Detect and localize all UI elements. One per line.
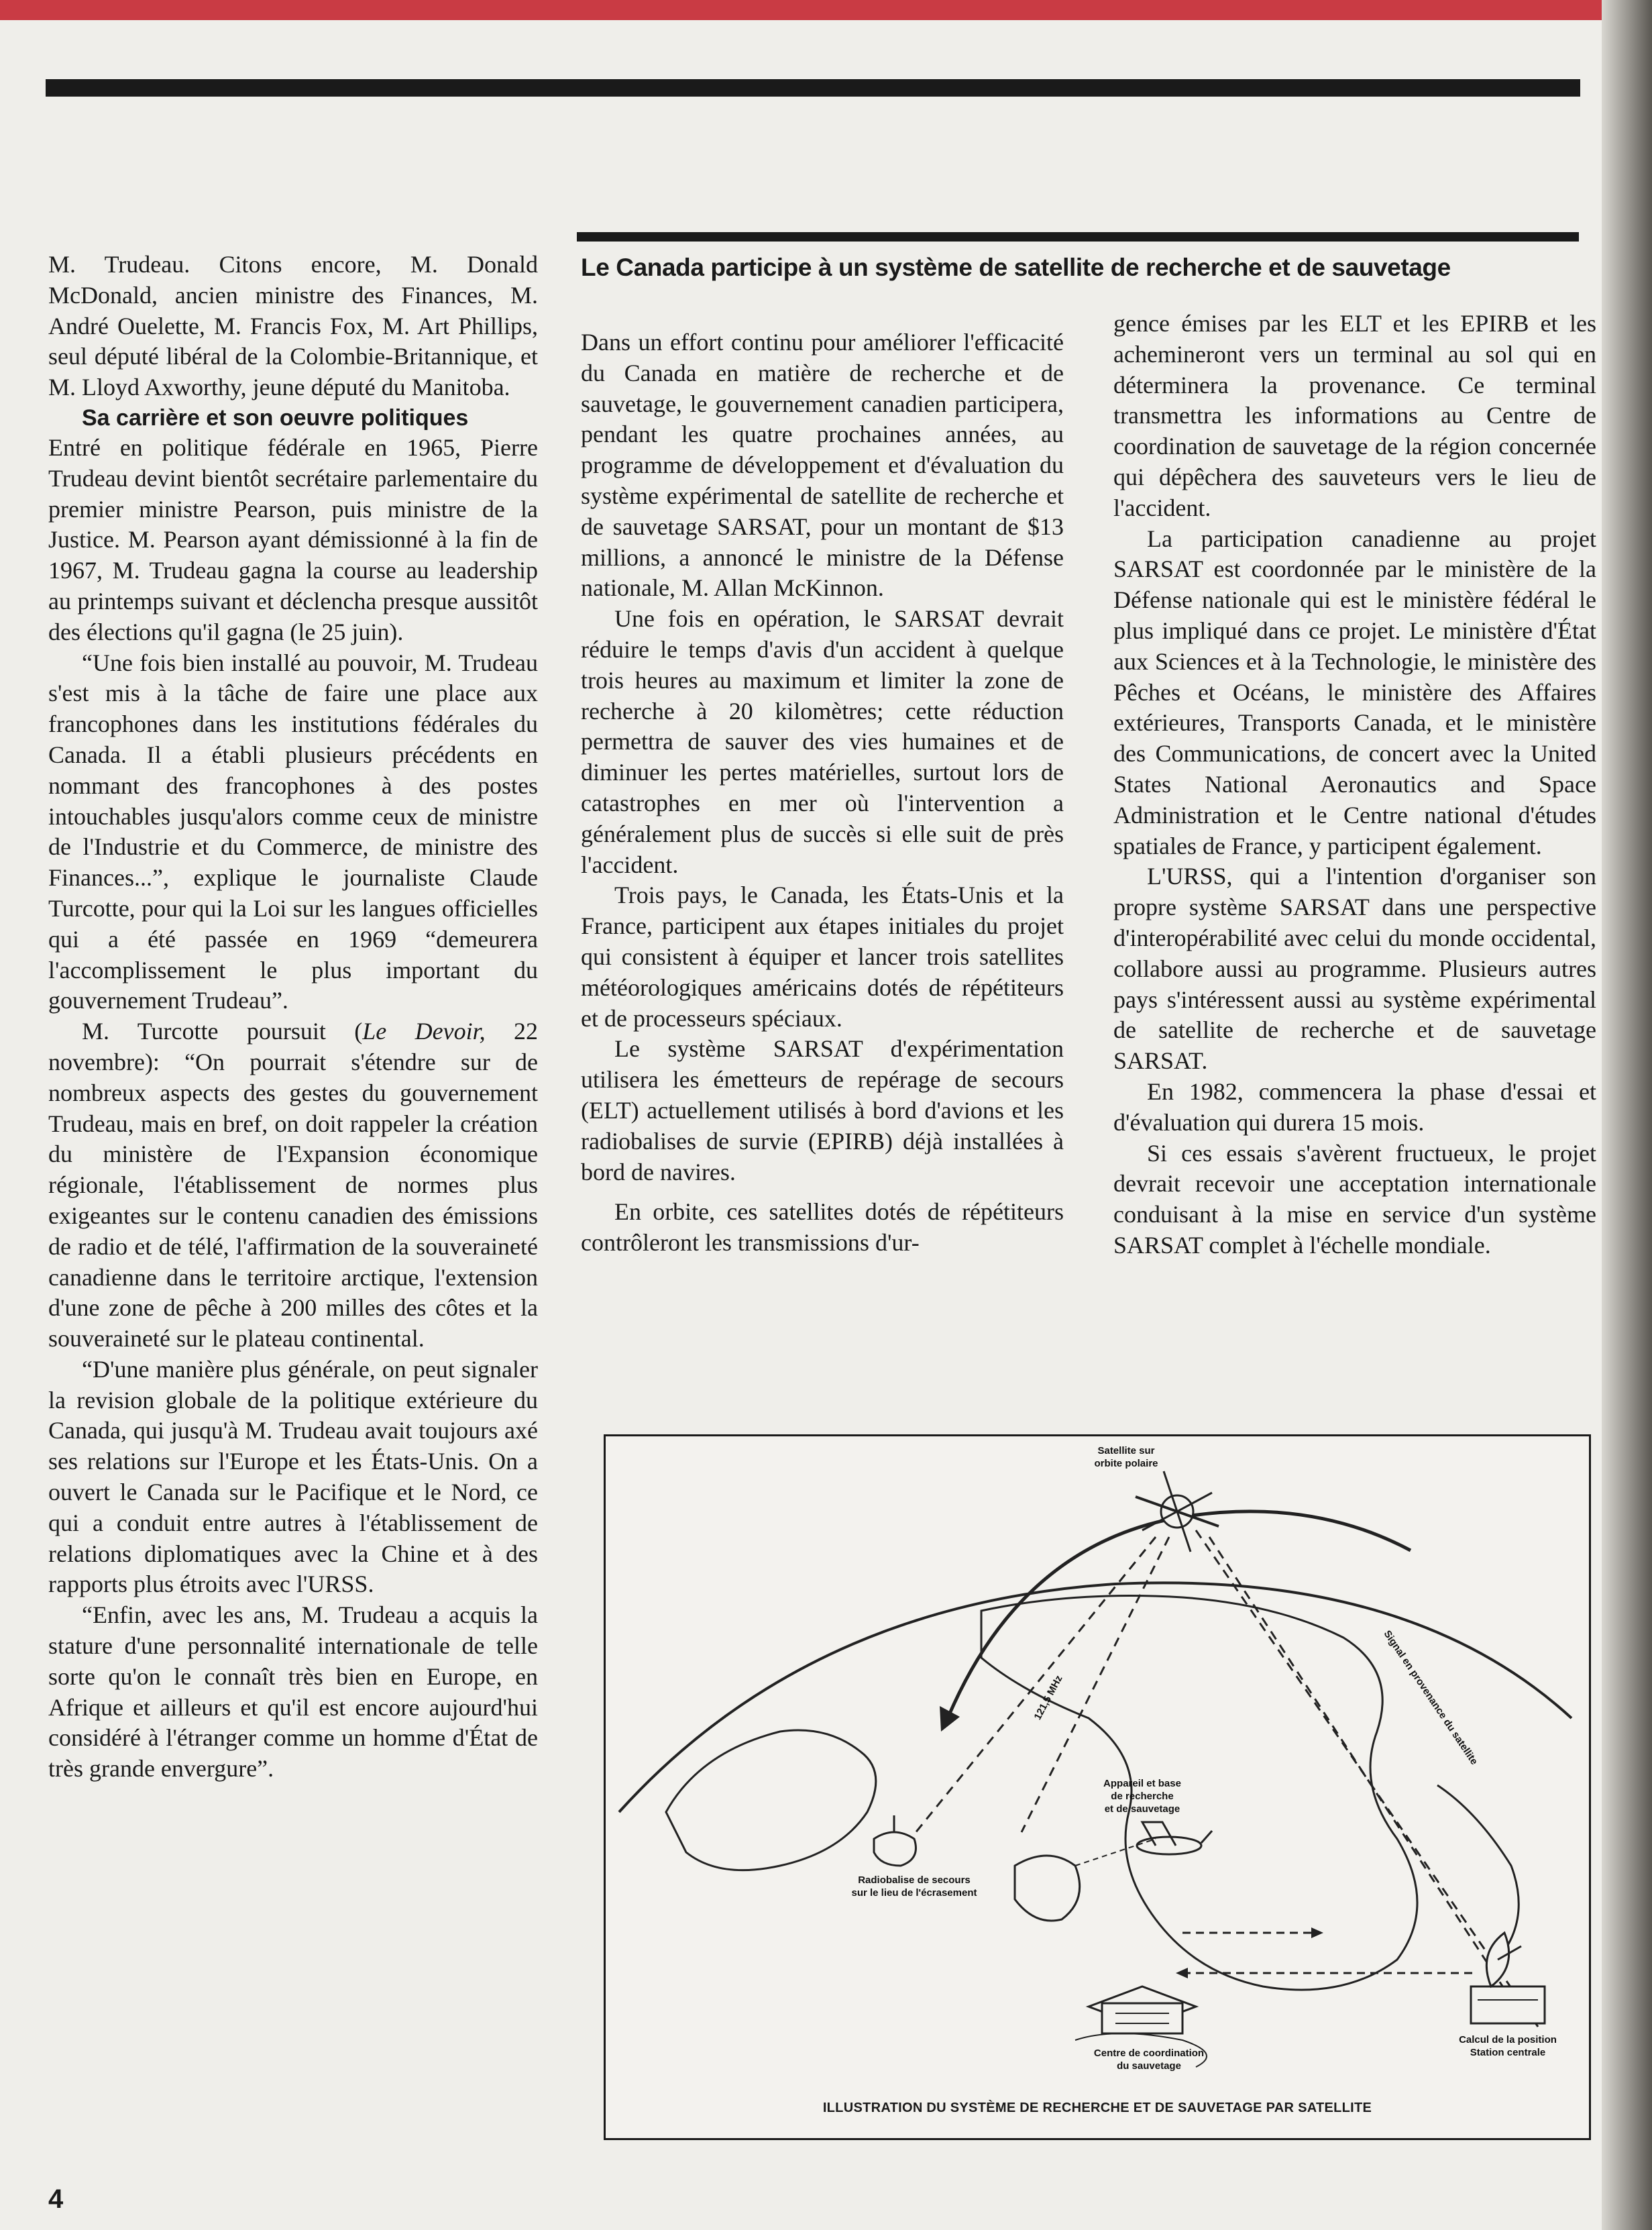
left-paragraph-4-rest: 22 novembre): “On pourrait s'étendre sur de nombreux aspects des gestes du gouvernement Trudeau, mais en bref, on doit rappeler la création du ministère de l'Expansion économique régionale, l'établissement de normes plus exigeantes sur le contenu canadien des émissions de radio et de télé, l'affirmation de la souveraineté canadienne dans le territoire arctique, l'extension d'une zone de pêche à 200 milles des côtes et la souveraineté sur le plateau continental.	[48, 1018, 538, 1352]
middle-paragraph-5: En orbite, ces satellites dotés de répétiteurs contrôleront les transmissions d'ur-	[581, 1198, 1064, 1257]
left-paragraph-3: “Une fois bien installé au pouvoir, M. Trudeau s'est mis à la tâche de faire une place aux francophones dans les institutions fédérales du Canada. Il a établi plusieurs précédents en nommant des francophones à des postes intouchables jusqu'alors comme ceux de ministre de l'Industrie et du Commerce, de ministre des Finances...”, explique le journaliste Claude Turcotte, pour qui la Loi sur les langues officielles qui a été passée en 1969 “demeurera l'accomplissement le plus important du gouvernement Trudeau”.	[48, 649, 538, 1014]
aircraft-icon	[1137, 1822, 1212, 1854]
ground-link-arrowhead	[1176, 1968, 1188, 1978]
coordination-centre-label-line-1: Centre de coordination	[1093, 2048, 1205, 2059]
central-station-label	[1437, 2033, 1578, 2059]
sarsat-illustration	[604, 1434, 1591, 2140]
left-paragraph-5: “D'une manière plus générale, on peut signaler la revision globale de la politique extérieure du Canada, qui jusqu'à M. Trudeau avait toujours axé ses relations sur l'Europe et les États-Unis. On a ouvert le Canada sur le Pacifique et le Nord, ce qui a conduit entre autres à l'établissement de relations diplomatiques avec la Chine et à des rapports plus étroits avec l'URSS.	[48, 1355, 538, 1598]
article-header-rule	[577, 232, 1579, 242]
article-headline: Le Canada participe à un système de satellite de recherche et de sauvetage	[581, 254, 1451, 281]
satellite-signal-label: Signal en provenance du satellite	[1381, 1628, 1480, 1767]
left-article-column	[48, 250, 538, 1785]
left-paragraph-1: M. Trudeau. Citons encore, M. Donald McDonald, ancien ministre des Finances, M. André Ouelette, M. Francis Fox, M. Art Phillips, seul député libéral de la Colombie-Britannique, et M. Lloyd Axworthy, jeune député du Manitoba.	[48, 251, 538, 401]
right-article-column	[1113, 309, 1596, 1261]
satellite-label	[1059, 1444, 1193, 1470]
satellite-label-line-1: Satellite sur	[1097, 1445, 1155, 1456]
central-station-label-line-1: Calcul de la position	[1459, 2034, 1557, 2046]
top-color-strip	[0, 0, 1652, 20]
beacon-label	[834, 1874, 995, 1899]
right-paragraph-3: L'URSS, qui a l'intention d'organiser son propre système SARSAT dans une perspective d'interopérabilité avec celui du monde occidental, collabore aussi au programme. Plusieurs autres pays s'intéressent aussi au système expérimental de satellite de recherche et de sauvetage SARSAT.	[1113, 863, 1596, 1075]
middle-paragraph-4: Le système SARSAT d'expérimentation utilisera les émetteurs de repérage de secours (ELT) actuellement utilisés à bord d'avions et les radiobalises de survie (EPIRB) déjà installées à bord de navires.	[581, 1035, 1064, 1185]
aircraft-label-line-3: et de sauvetage	[1104, 1803, 1180, 1815]
left-paragraph-4-start: M. Turcotte poursuit (	[82, 1018, 363, 1045]
coordination-centre-label	[1075, 2047, 1223, 2072]
section-subhead: Sa carrière et son oeuvre politiques	[82, 405, 469, 431]
satellite-label-line-2: orbite polaire	[1094, 1458, 1158, 1469]
right-paragraph-2: La participation canadienne au projet SARSAT est coordonnée par le ministère de la Défense nationale qui est le ministère fédéral le plus impliqué dans ce projet. Le ministère d'État aux Sciences et à la Technologie, le ministère des Pêches et Océans, le ministère des Affaires extérieures, Transports Canada, et le ministère des Communications, de concert avec la United States National Aeronautics and Space Administration et le Centre national d'études spatiales de France, y participent également.	[1113, 525, 1596, 859]
frequency-label: 121,5 MHz	[1032, 1673, 1065, 1722]
aircraft-label-line-2: de recherche	[1111, 1791, 1174, 1802]
coordination-centre-label-line-2: du sauvetage	[1117, 2060, 1181, 2072]
right-paragraph-4: En 1982, commencera la phase d'essai et d'évaluation qui durera 15 mois.	[1113, 1077, 1596, 1136]
beacon-label-line-2: sur le lieu de l'écrasement	[851, 1887, 977, 1899]
page-number: 4	[48, 2184, 64, 2214]
middle-paragraph-3: Trois pays, le Canada, les États-Unis et la France, participent aux étapes initiales du projet qui consistent à équiper et lancer trois satellites météorologiques américains dotés de répétiteurs et de processeurs spéciaux.	[581, 882, 1064, 1032]
right-paragraph-5: Si ces essais s'avèrent fructueux, le projet devrait recevoir une acceptation internationale conduisant à la mise en service d'un système SARSAT complet à l'échelle mondiale.	[1113, 1139, 1596, 1259]
central-station-label-line-2: Station centrale	[1470, 2047, 1546, 2058]
beacon-label-line-1: Radiobalise de secours	[858, 1874, 971, 1886]
right-paragraph-1: gence émises par les ELT et les EPIRB et les achemineront vers un terminal au sol qui en déterminera la provenance. Ce terminal transmettra les informations au Centre de coordination de sauvetage de la région concernée qui dépêchera des sauveteurs vers le lieu de l'accident.	[1113, 310, 1596, 521]
landmass-island	[1015, 1856, 1080, 1921]
left-paragraph-2: Entré en politique fédérale en 1965, Pierre Trudeau devint bientôt secrétaire parlementaire du premier ministre Pearson, puis ministre de la Justice. M. Pearson ayant démissionné à la fin de 1967, M. Trudeau gagna la course au leadership au printemps suivant et déclencha presque aussitôt des élections qu'il gagna (le 25 juin).	[48, 433, 538, 645]
source-citation: Le Devoir,	[362, 1018, 486, 1045]
page-binding-edge	[1602, 0, 1652, 2230]
ground-link-arrowhead-2	[1311, 1927, 1323, 1938]
landmass-west	[666, 1730, 876, 1870]
aircraft-label	[1075, 1777, 1209, 1815]
coordination-centre-icon	[1089, 1986, 1196, 2033]
beacon-icon	[874, 1815, 916, 1866]
middle-paragraph-1: Dans un effort continu pour améliorer l'efficacité du Canada en matière de recherche et de sauvetage, le gouvernement canadien participera, pendant les quatre prochaines années, au programme de développement et d'évaluation du système expérimental de satellite de recherche et de sauvetage SARSAT, pour un montant de $13 millions, a annoncé le ministre de la Défense nationale, M. Allan McKinnon.	[581, 329, 1064, 602]
page-top-rule	[46, 79, 1580, 97]
aircraft-label-line-1: Appareil et base	[1103, 1778, 1181, 1789]
middle-article-column	[581, 327, 1064, 1259]
middle-paragraph-2: Une fois en opération, le SARSAT devrait réduire le temps d'avis d'un accident à quelque trois heures au maximum et limiter la zone de recherche à 20 kilomètres; cette réduction permettra de sauver des vies humaines et de diminuer les pertes matérielles, surtout lors de catastrophes en mer où l'intervention a généralement plus de succès si elle suit de près l'accident.	[581, 605, 1064, 878]
left-paragraph-4	[48, 1016, 538, 1355]
illustration-caption: ILLUSTRATION DU SYSTÈME DE RECHERCHE ET DE SAUVETAGE PAR SATELLITE	[822, 2101, 1372, 2115]
left-paragraph-6: “Enfin, avec les ans, M. Trudeau a acquis la stature d'une personnalité internationale de telle sorte qu'on le connaît très bien en Europe, en Afrique et ailleurs et qu'il est encore aujourd'hui considéré à l'étranger comme un homme d'État de très grande envergure”.	[48, 1601, 538, 1783]
satellite-icon	[1136, 1471, 1219, 1552]
satellite-orbit-arc	[948, 1511, 1411, 1718]
